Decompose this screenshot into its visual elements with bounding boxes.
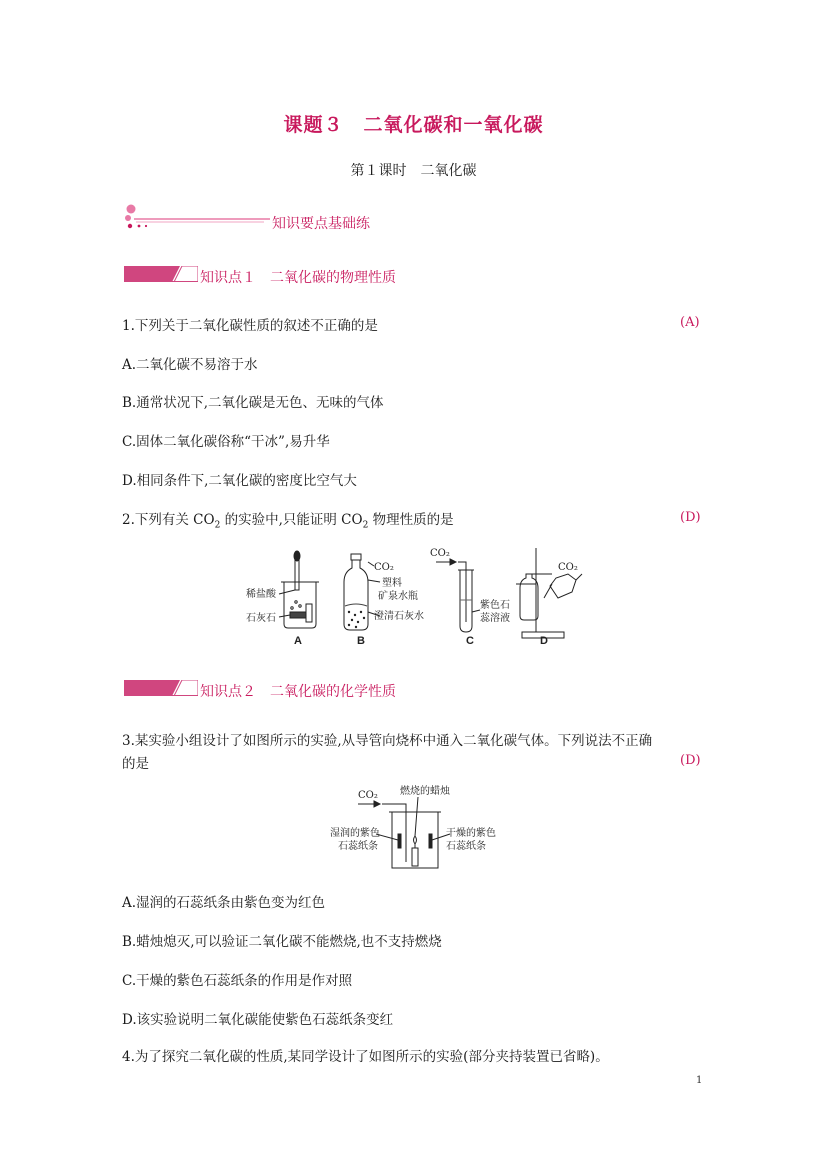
knowledge-point-heading: 知识点２ 二氧化碳的化学性质 [200,684,396,700]
label-burning-candle: 燃烧的蜡烛 [400,786,450,797]
question-3-answer: (D) [680,753,701,768]
question-1-option-d: D.相同条件下,二氧化碳的密度比空气大 [122,473,357,489]
question-4-stem: 4.为了探究二氧化碳的性质,某同学设计了如图所示的实验(部分夹持装置已省略)。 [122,1049,609,1065]
label-letter-a: A [294,635,302,647]
label-wet-strip-1: 湿润的紫色 [330,828,380,839]
label-dilute-hcl: 稀盐酸 [246,589,276,600]
label-wet-strip-2: 石蕊纸条 [338,841,378,852]
question-3-option-c: C.干燥的紫色石蕊纸条的作用是作对照 [122,973,353,989]
question-3-option-b: B.蜡烛熄灭,可以验证二氧化碳不能燃烧,也不支持燃烧 [122,934,442,950]
question-2-stem: 2.下列有关 $CO_2$ 的实验中,只能证明 $CO_2$ 物理性质的是 [122,512,454,531]
label-limewater: 澄清石灰水 [374,611,424,622]
question-1-option-a: A.二氧化碳不易溶于水 [122,357,258,373]
question-3-option-d: D.该实验说明二氧化碳能使紫色石蕊纸条变红 [122,1012,394,1028]
question-1-stem: 1.下列关于二氧化碳性质的叙述不正确的是 [122,318,378,334]
question-3-figure [326,782,502,874]
label-co2-c: CO₂ [430,548,450,559]
knowledge-point-marker [124,680,198,696]
label-litmus-1: 紫色石 [480,600,510,611]
question-1-option-c: C.固体二氧化碳俗称“干冰”,易升华 [122,434,330,450]
label-litmus-2: 蕊溶液 [480,613,510,624]
label-co2-b: CO₂ [374,562,394,573]
lesson-subtitle: 第１课时 二氧化碳 [350,163,477,179]
label-letter-d: D [540,635,548,647]
question-3-stem-line-2: 的是 [122,756,149,772]
page-title: 课题３ 二氧化碳和一氧化碳 [283,114,544,136]
question-1-answer: (A) [680,315,700,330]
label-bottle-2: 矿泉水瓶 [378,591,418,602]
label-co2-inlet: CO₂ [358,790,378,801]
page-number: 1 [696,1075,703,1086]
label-limestone: 石灰石 [246,613,276,624]
label-bottle-1: 塑料 [382,578,402,589]
section-heading: 知识要点基础练 [272,216,370,232]
question-3-stem-line-1: 3.某实验小组设计了如图所示的实验,从导管向烧杯中通入二氧化碳气体。下列说法不正确 [122,733,653,749]
knowledge-point-heading: 知识点１ 二氧化碳的物理性质 [200,270,396,286]
question-1-option-b: B.通常状况下,二氧化碳是无色、无味的气体 [122,395,384,411]
label-co2-d: CO₂ [558,562,578,573]
question-2-answer: (D) [680,510,701,525]
label-dry-strip-1: 干燥的紫色 [446,828,496,839]
label-letter-b: B [357,635,365,647]
question-2-figure [240,540,590,648]
knowledge-point-marker [124,266,198,282]
label-letter-c: C [466,635,474,647]
question-3-option-a: A.湿润的石蕊纸条由紫色变为红色 [122,895,326,911]
label-dry-strip-2: 石蕊纸条 [446,841,486,852]
